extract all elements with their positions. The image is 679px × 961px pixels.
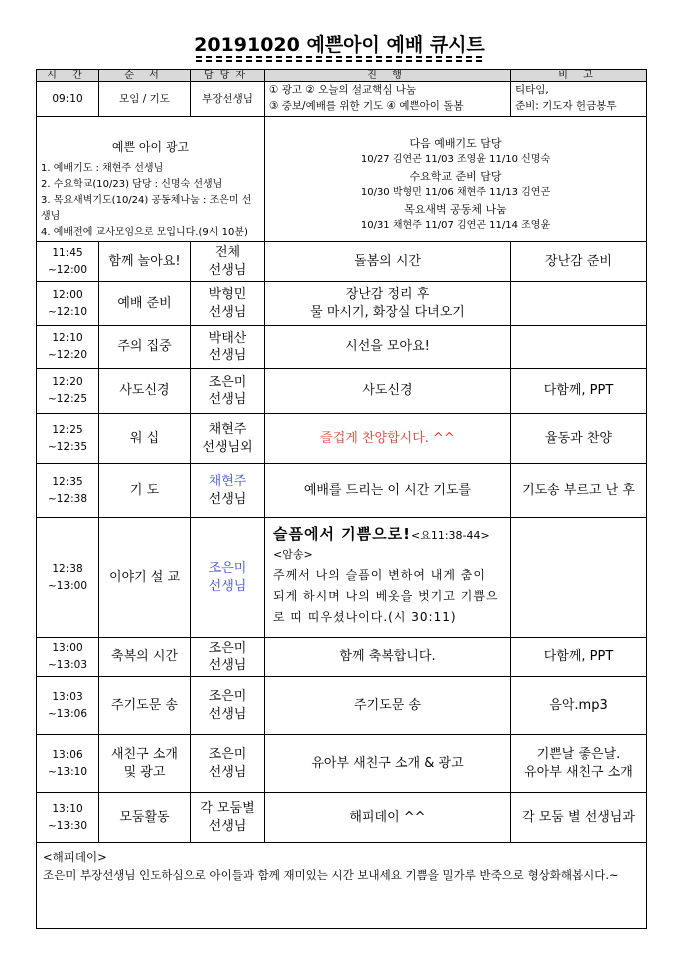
table-row [37,464,647,518]
sermon-reference: <요11:38-44> [410,529,490,543]
table-row [37,414,647,464]
progress-cell [265,464,511,518]
note-line: 각 모둠 별 선생님과 [522,809,635,825]
time-start: 13:06 [52,748,83,761]
progress-line: 시선을 모아요! [345,339,430,355]
note-cell [511,82,647,117]
person-title: 선생님 [208,578,247,594]
progress-cell [265,326,511,369]
announcement-line: 4. 예배전에 교사모임으로 모입니다.(9시 10분) [41,227,248,239]
announcement-row [37,117,647,242]
footer-row [37,843,647,929]
time-cell [37,242,99,282]
person-cell [191,464,265,518]
announcement-line: 3. 목요새벽기도(10/24) 공동체나눔 : 조은미 선생님 [41,195,252,223]
time-start: 13:00 [52,642,83,655]
header-person: 담당자 [191,70,265,82]
progress-line: 장난감 정리 후 [345,287,430,303]
time-end: ~12:20 [47,349,88,362]
note-cell [511,735,647,793]
note-line: 준비: 기도자 헌금봉투 [515,100,617,112]
sermon-row [37,518,647,638]
announcement-line: 1. 예배기도 : 채현주 선생님 [41,163,164,175]
note-cell [511,464,647,518]
schedule-line: 10/31 채현주 11/07 김연곤 11/14 조영윤 [360,219,551,231]
footer-text: 조은미 부장선생님 인도하심으로 아이들과 함께 재미있는 시간 보내세요 기쁨을 밀가루 반죽으로 형상화해봅시다.~ [43,868,619,882]
order-cell: 모임 / 기도 [99,82,191,117]
time-start: 12:38 [52,562,83,575]
table-row [37,677,647,735]
schedule-line: 10/30 박형민 11/06 채현주 11/13 김연곤 [360,186,551,198]
table-row [37,282,647,326]
time-cell [37,518,99,638]
person-cell [191,638,265,677]
person-title: 선생님 [208,348,247,364]
progress-line: 사도신경 [362,383,413,399]
time-end: ~12:35 [47,440,88,453]
header-note: 비 고 [511,70,647,82]
schedule-title: 수요학교 준비 담당 [409,169,502,183]
time-cell [37,326,99,369]
person-cell [191,326,265,369]
time-end: ~12:10 [47,305,88,318]
progress-cell [265,677,511,735]
progress-cell [265,414,511,464]
person-cell [191,793,265,843]
note-line: 티타임, [515,84,549,97]
note-cell [511,242,647,282]
title-underline [196,60,482,62]
order-cell: 새친구 소개 및 광고 [99,735,191,793]
header-progress: 진 행 [265,70,511,82]
time-end: ~13:06 [47,707,88,720]
person-name: 조은미 [208,689,247,705]
note-cell [511,282,647,326]
person-title: 선생님 [208,764,247,780]
time-end: ~13:30 [47,819,88,832]
note-cell [511,518,647,638]
progress-line: ③ 중보/예배를 위한 기도 ④ 예쁜아이 돌봄 [269,100,464,112]
time-start: 12:35 [52,475,83,488]
person-name: 채현주 [208,474,247,490]
order-cell: 사도신경 [99,369,191,414]
table-row [37,242,647,282]
order-cell: 기 도 [99,464,191,518]
page-title: 20191020 예쁜아이 예배 큐시트 [194,34,485,56]
footer-title: <해피데이> [43,850,107,865]
progress-cell [265,82,511,117]
progress-cell [265,242,511,282]
table-row [37,82,647,117]
person-name: 조은미 [208,747,247,763]
duty-schedule-cell [265,117,647,242]
table-row [37,326,647,369]
progress-line: 주기도문 송 [354,697,421,713]
note-line: 기도송 부르고 난 후 [522,482,635,498]
progress-line: ① 광고 ② 오늘의 설교핵심 나눔 [269,84,417,97]
person-cell [191,518,265,638]
person-name: 조은미 [208,640,247,656]
sermon-cell [265,518,511,638]
note-cell [511,638,647,677]
table-row [37,735,647,793]
time-end: ~13:03 [47,659,88,672]
note-cell [511,677,647,735]
time-start: 13:03 [52,690,83,703]
time-cell [37,282,99,326]
note-line: 유아부 새친구 소개 [524,764,633,780]
person-title: 선생님 [208,392,247,408]
person-name: 박태산 [208,330,247,346]
sermon-heading [273,524,502,544]
note-line: 다함께, PPT [543,383,614,399]
memory-verse-label: <암송> [273,548,313,562]
time-start: 12:20 [52,376,83,389]
order-cell: 모둠활동 [99,793,191,843]
person-name: 조은미 [208,374,247,390]
progress-line: 함께 축복합니다. [339,649,436,665]
note-cell [511,414,647,464]
time-cell [37,735,99,793]
table-row [37,793,647,843]
person-cell [191,735,265,793]
time-cell [37,793,99,843]
sermon-title: 슬픔에서 기쁨으로! [273,525,411,544]
memory-verse-text: 주께서 나의 슬픔이 변하여 내게 춤이 되게 하시며 나의 베옷을 벗기고 기쁨으로 띠 띠우셨나이다.(시 30:11) [273,568,499,625]
note-line: 음악.mp3 [549,697,608,713]
person-cell: 부장선생님 [191,82,265,117]
header-time: 시 간 [37,70,99,82]
person-title: 선생님 [208,262,247,278]
time-end: ~12:38 [47,492,88,505]
progress-cell [265,793,511,843]
note-line: 기쁜날 좋은날. [536,747,621,763]
order-cell: 함께 놀아요! [99,242,191,282]
progress-cell [265,282,511,326]
time-start: 12:10 [52,332,83,345]
person-name: 전체 [214,245,241,261]
progress-cell [265,638,511,677]
time-cell [37,369,99,414]
note-cell [511,369,647,414]
schedule-title: 목요새벽 공동체 나눔 [404,202,507,216]
person-name: 채현주 [208,422,247,438]
time-start: 13:10 [52,802,83,815]
person-title: 선생님 [208,304,247,320]
footer-cell [37,843,647,929]
time-end: ~12:25 [47,393,88,406]
person-name: 조은미 [208,561,247,577]
progress-line: 유아부 새친구 소개 & 광고 [311,755,464,771]
announcements-cell [37,117,265,242]
person-cell [191,677,265,735]
title-underline [196,56,482,58]
schedule-title: 다음 예배기도 담당 [409,137,502,150]
note-line: 율동과 찬양 [545,430,612,446]
person-title: 선생님 [208,818,247,834]
progress-cell [265,735,511,793]
table-row [37,369,647,414]
order-cell: 예배 준비 [99,282,191,326]
person-cell [191,242,265,282]
time-cell [37,638,99,677]
header-order: 순 서 [99,70,191,82]
progress-line: 예배를 드리는 이 시간 기도를 [303,482,472,498]
person-name: 박형민 [208,287,247,303]
announcement-line: 2. 수요학교(10/23) 담당 : 신명숙 선생님 [41,179,223,191]
progress-line: 물 마시기, 화장실 다녀오기 [310,304,465,320]
person-cell [191,369,265,414]
header-row [37,70,647,82]
person-title: 선생님외 [202,439,253,455]
time-end: ~13:00 [47,579,88,592]
schedule-line: 10/27 김연곤 11/03 조영윤 11/10 신명숙 [360,153,551,165]
person-title: 선생님 [208,491,247,507]
person-name: 각 모둠별 [200,801,255,817]
progress-line: 돌봄의 시간 [354,253,421,269]
order-cell: 주의 집중 [99,326,191,369]
progress-line: 해피데이 ^^ [349,809,426,825]
time-end: ~13:10 [47,765,88,778]
note-line: 장난감 준비 [545,253,612,269]
note-cell [511,793,647,843]
progress-cell [265,369,511,414]
time-cell [37,677,99,735]
time-end: ~12:00 [47,263,88,276]
note-line: 다함께, PPT [543,649,614,665]
time-start: 12:25 [52,423,83,436]
time-start: 12:00 [52,288,83,301]
cue-sheet-table [36,69,647,929]
order-cell: 축복의 시간 [99,638,191,677]
time-cell [37,414,99,464]
person-cell [191,414,265,464]
progress-line: 즐겁게 찬양합시다. ^^ [320,430,455,446]
table-row [37,638,647,677]
person-title: 선생님 [208,658,247,674]
time-cell: 09:10 [37,82,99,117]
announcements-title: 예쁜 아이 광고 [111,140,190,154]
note-cell [511,326,647,369]
order-cell: 워 십 [99,414,191,464]
person-title: 선생님 [208,706,247,722]
time-cell [37,464,99,518]
person-cell [191,282,265,326]
order-cell: 이야기 설 교 [99,518,191,638]
order-cell: 주기도문 송 [99,677,191,735]
time-start: 11:45 [52,246,83,259]
